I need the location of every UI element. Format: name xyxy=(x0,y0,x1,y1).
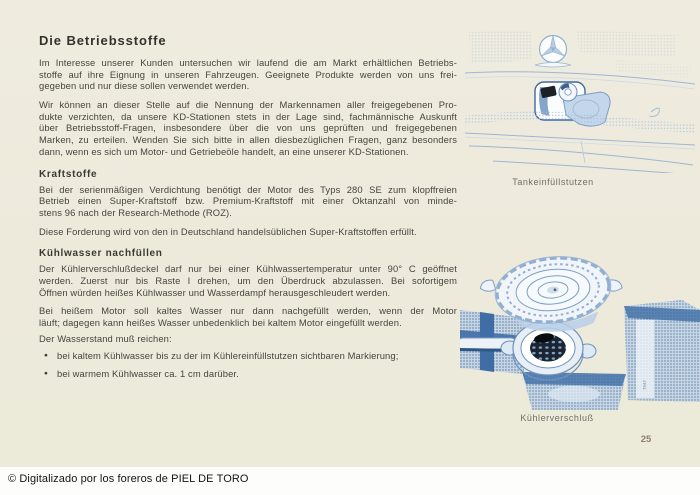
fuel-filler-caption: Tankeinfüllstutzen xyxy=(512,177,594,187)
section-heading-kraftstoffe: Kraftstoffe xyxy=(39,168,98,180)
kraftstoffe-paragraph-1: Bei der serienmäßigen Verdichtung benötigt der Motor des Typs 280 SE zum klopffreien Betrieb einen Super-Kraftstoff bzw. Premium-Kraftstoff mit einer Oktanzahl von minde- stens 96 nach der Research-Methode (ROZ). xyxy=(39,183,457,218)
kuehlwasser-paragraph-1: Der Kühlerverschlußdeckel darf nur bei einer Kühlwassertemperatur unter 90° C geöffnet werden. Zuerst nur bis Raste I drehen, um den Überdruck abzulassen. Bei sofortigem Öffnen würden heißes Kühlwasser und Wasserdampf herausgeschleudert werden. xyxy=(39,263,457,298)
page-number: 25 xyxy=(640,434,652,445)
radiator-cap-illustration xyxy=(460,252,700,412)
kraftstoffe-paragraph-2: Diese Forderung wird von den in Deutschland handelsüblichen Super-Kraftstoffen erfüllt. xyxy=(39,225,417,237)
section-heading-kuehlwasser: Kühlwasser nachfüllen xyxy=(39,248,163,260)
mercedes-star-icon xyxy=(540,36,567,63)
intro-paragraph-2: Wir können an dieser Stelle auf die Nennung der Markennamen aller freigegebenen Pro- dukte verzichten, da unsere KD-Stationen stets in der Lage sind, fachmännische Auskunft über Betriebsstoff-Fragen, insbesondere über die von uns geprüften und freigegebenen Marken, zu erteilen. Wenden Sie sich bitte in allen diesbezüglichen Fragen, ganz besonders dann, wenn es sich um Motor- und Getriebeöle handelt, an eine unserer KD-Stationen. xyxy=(39,99,457,157)
bullet-text: ● bei kaltem Kühlwasser bis zu der im Kühlereinfüllstutzen sichtbaren Markierung; xyxy=(57,350,399,362)
kuehlwasser-paragraph-2: Bei heißem Motor soll kaltes Wasser nur dann nachgefüllt werden, wenn der Motor läuft; dagegen kann heißes Wasser unbedenklich bei kaltem Motor eingefüllt werden. xyxy=(39,305,457,328)
page-title: Die Betriebsstoffe xyxy=(39,33,167,48)
intro-paragraph-1: Im Interesse unserer Kunden untersuchen wir laufend die am Markt erhältlichen Betriebs- stoffe auf ihre Eignung in unseren Fahrzeugen. Geeignete Produkte werden von uns frei- gegeben und nur diese sollen verwendet werden. xyxy=(39,57,457,92)
radiator-cap-drawing xyxy=(460,252,700,412)
radiator-cap-caption: Kühlerverschluß xyxy=(520,413,594,423)
water-level-line: Der Wasserstand muß reichen: xyxy=(39,332,172,344)
list-item xyxy=(39,368,457,380)
digitization-watermark: © Digitalizado por los foreros de PIEL DE TORO xyxy=(8,473,249,485)
list-item xyxy=(39,350,457,362)
scan-footer-strip xyxy=(0,467,700,495)
text-column xyxy=(39,34,457,385)
bullet-text: ● bei warmem Kühlwasser ca. 1 cm darüber. xyxy=(57,367,239,379)
fuel-filler-drawing xyxy=(465,28,695,173)
part-number: 7547 xyxy=(642,379,647,390)
fuel-filler-illustration xyxy=(465,28,695,173)
